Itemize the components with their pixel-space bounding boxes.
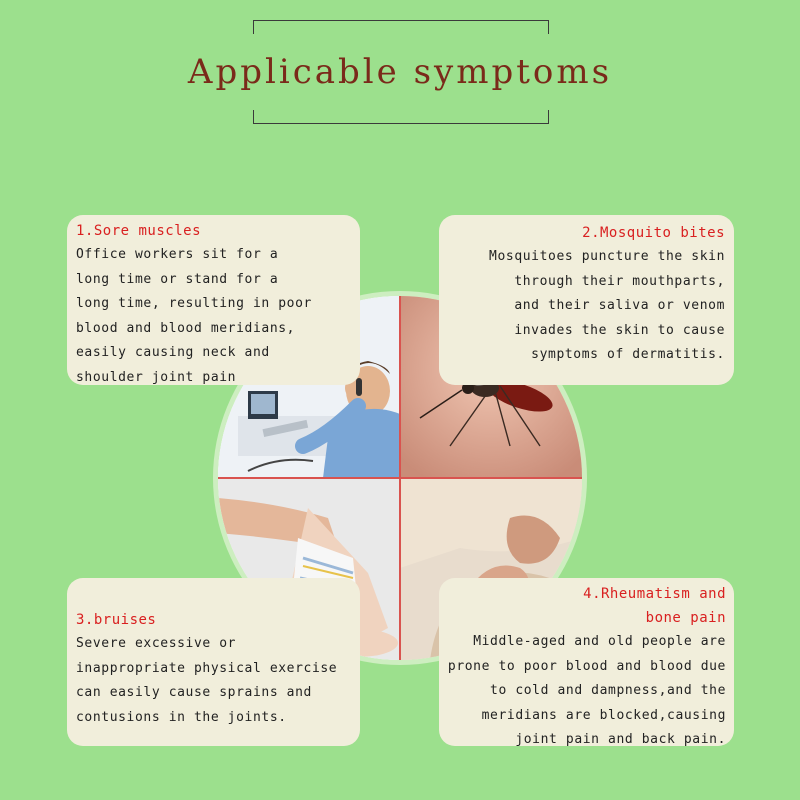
card-line: to cold and dampness,and the (490, 683, 726, 698)
card-line: joint pain and back pain. (515, 732, 726, 747)
symptom-card-rheumatism (439, 578, 734, 746)
card-line: and their saliva or venom (514, 298, 725, 313)
card-line: long time or stand for a (76, 271, 279, 287)
card-line: shoulder joint pain (76, 369, 237, 385)
symptom-card-bruises (67, 578, 360, 746)
collage-divider-horizontal (218, 477, 582, 479)
card-heading: 1.Sore muscles (76, 223, 202, 239)
card-line: Mosquitoes puncture the skin (489, 249, 725, 264)
card-line: inappropriate physical exercise (76, 660, 338, 676)
card-heading-line: 4.Rheumatism and (583, 586, 726, 602)
symptom-card-sore-muscles (67, 215, 360, 385)
card-line: meridians are blocked,causing (481, 707, 726, 723)
card-line: long time, resulting in poor (76, 296, 312, 311)
card-line: prone to poor blood and blood due (447, 658, 726, 674)
card-line: blood and blood meridians, (76, 320, 296, 336)
card-heading: 2.Mosquito bites (582, 225, 725, 241)
card-body (439, 245, 725, 368)
card-body (76, 243, 360, 390)
card-body (76, 632, 360, 730)
card-heading-line: bone pain (645, 610, 726, 626)
card-line: Severe excessive or (76, 636, 237, 651)
card-line: symptoms of dermatitis. (531, 347, 725, 362)
card-line: contusions in the joints. (76, 709, 287, 725)
card-body (439, 630, 726, 753)
page-title: Applicable symptoms (187, 52, 613, 92)
card-heading: 3.bruises (76, 612, 157, 628)
card-line: invades the skin to cause (514, 322, 725, 338)
card-line: can easily cause sprains and (76, 685, 312, 700)
card-heading (439, 582, 726, 630)
card-line: Middle-aged and old people are (473, 634, 726, 649)
card-line: Office workers sit for a (76, 247, 279, 262)
card-line: through their mouthparts, (514, 273, 725, 289)
symptom-card-mosquito-bites (439, 215, 734, 385)
card-line: easily causing neck and (76, 345, 270, 360)
